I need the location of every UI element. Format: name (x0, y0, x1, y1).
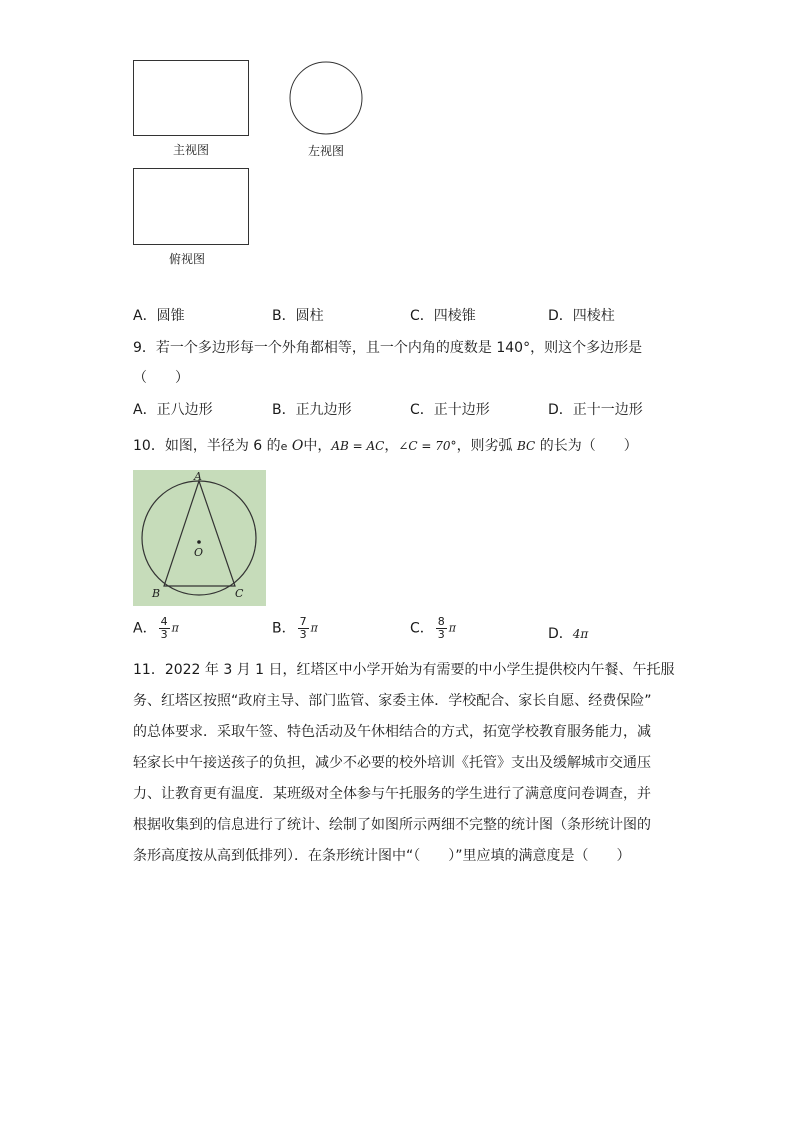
left-view-circle (288, 60, 364, 136)
q11-line-1: 11．2022 年 3 月 1 日，红塔区中小学开始为有需要的中小学生提供校内午餐、午托服 (133, 662, 675, 678)
fraction-8-3: $\frac{8}{3}$ (437, 615, 445, 641)
q11-line-4: 轻家长中午接送孩子的负担，减少不必要的校外培训《托管》支出及缓解城市交通压 (133, 755, 651, 771)
q8-option-b: B．圆柱 (272, 308, 324, 324)
q11-line-7: 条形高度按从高到低排列）．在条形统计图中“（ ）”里应填的满意度是（ ） (133, 848, 631, 864)
q11-line-3: 的总体要求．采取午签、特色活动及午休相结合的方式，拓宽学校教育服务能力，减 (133, 724, 651, 740)
front-view-label: 主视图 (172, 143, 209, 157)
q10-suffix2: 的长为（ ） (539, 438, 638, 454)
q9-option-c: C．正十边形 (410, 402, 490, 418)
q10-prefix: 10．如图，半径为 6 的 (133, 438, 281, 454)
center-dot (197, 540, 201, 544)
front-view-rectangle (133, 60, 249, 136)
label-a: A (194, 470, 202, 483)
top-view-rectangle (133, 168, 249, 245)
q10-arc-eq: AB = AC (331, 439, 385, 453)
q10-suffix1: ，则劣弧 (456, 438, 513, 454)
q9-stem-line1: 9．若一个多边形每一个外角都相等，且一个内角的度数是 140°，则这个多边形是 (133, 340, 643, 356)
q10-o: O (291, 438, 304, 454)
label-c: C (235, 587, 244, 600)
q11-line-5: 力、让教育更有温度．某班级对全体参与午托服务的学生进行了满意度问卷调查，并 (133, 786, 651, 802)
top-view-label: 俯视图 (168, 252, 205, 266)
q10-mid: 中， (303, 438, 332, 454)
q8-option-c: C．四棱锥 (410, 308, 476, 324)
q8-option-a: A．圆锥 (133, 308, 185, 324)
q10-circle-figure (133, 470, 266, 606)
label-b: B (152, 587, 161, 600)
q10-angle: ∠C = 70° (398, 439, 457, 453)
q10-option-b: B． $\frac{7}{3}$ π (272, 615, 318, 641)
label-o: O (194, 546, 204, 559)
q9-option-d: D．正十一边形 (548, 402, 643, 418)
q9-option-a: A．正八边形 (133, 402, 213, 418)
q10-option-a: A． $\frac{4}{3}$ π (133, 615, 179, 641)
q10-option-c: C． $\frac{8}{3}$ π (410, 615, 457, 641)
fraction-4-3: $\frac{4}{3}$ (160, 615, 168, 641)
q10-sep: ， (384, 438, 399, 454)
q10-option-d: D．4π (548, 626, 589, 642)
fraction-7-3: $\frac{7}{3}$ (299, 615, 307, 641)
q11-line-2: 务、红塔区按照“政府主导、部门监管、家委主体．学校配合、家长自愿、经费保险” (133, 693, 652, 709)
q9-stem-line2: （ ） (133, 370, 189, 386)
left-view-label: 左视图 (307, 144, 344, 158)
q8-option-d: D．四棱柱 (548, 308, 615, 324)
q10-circle-symbol: e (280, 440, 288, 453)
q10-bc: BC (517, 439, 536, 453)
q11-line-6: 根据收集到的信息进行了统计、绘制了如图所示两细不完整的统计图（条形统计图的 (133, 817, 651, 833)
q10-stem (133, 436, 638, 457)
q9-option-b: B．正九边形 (272, 402, 352, 418)
